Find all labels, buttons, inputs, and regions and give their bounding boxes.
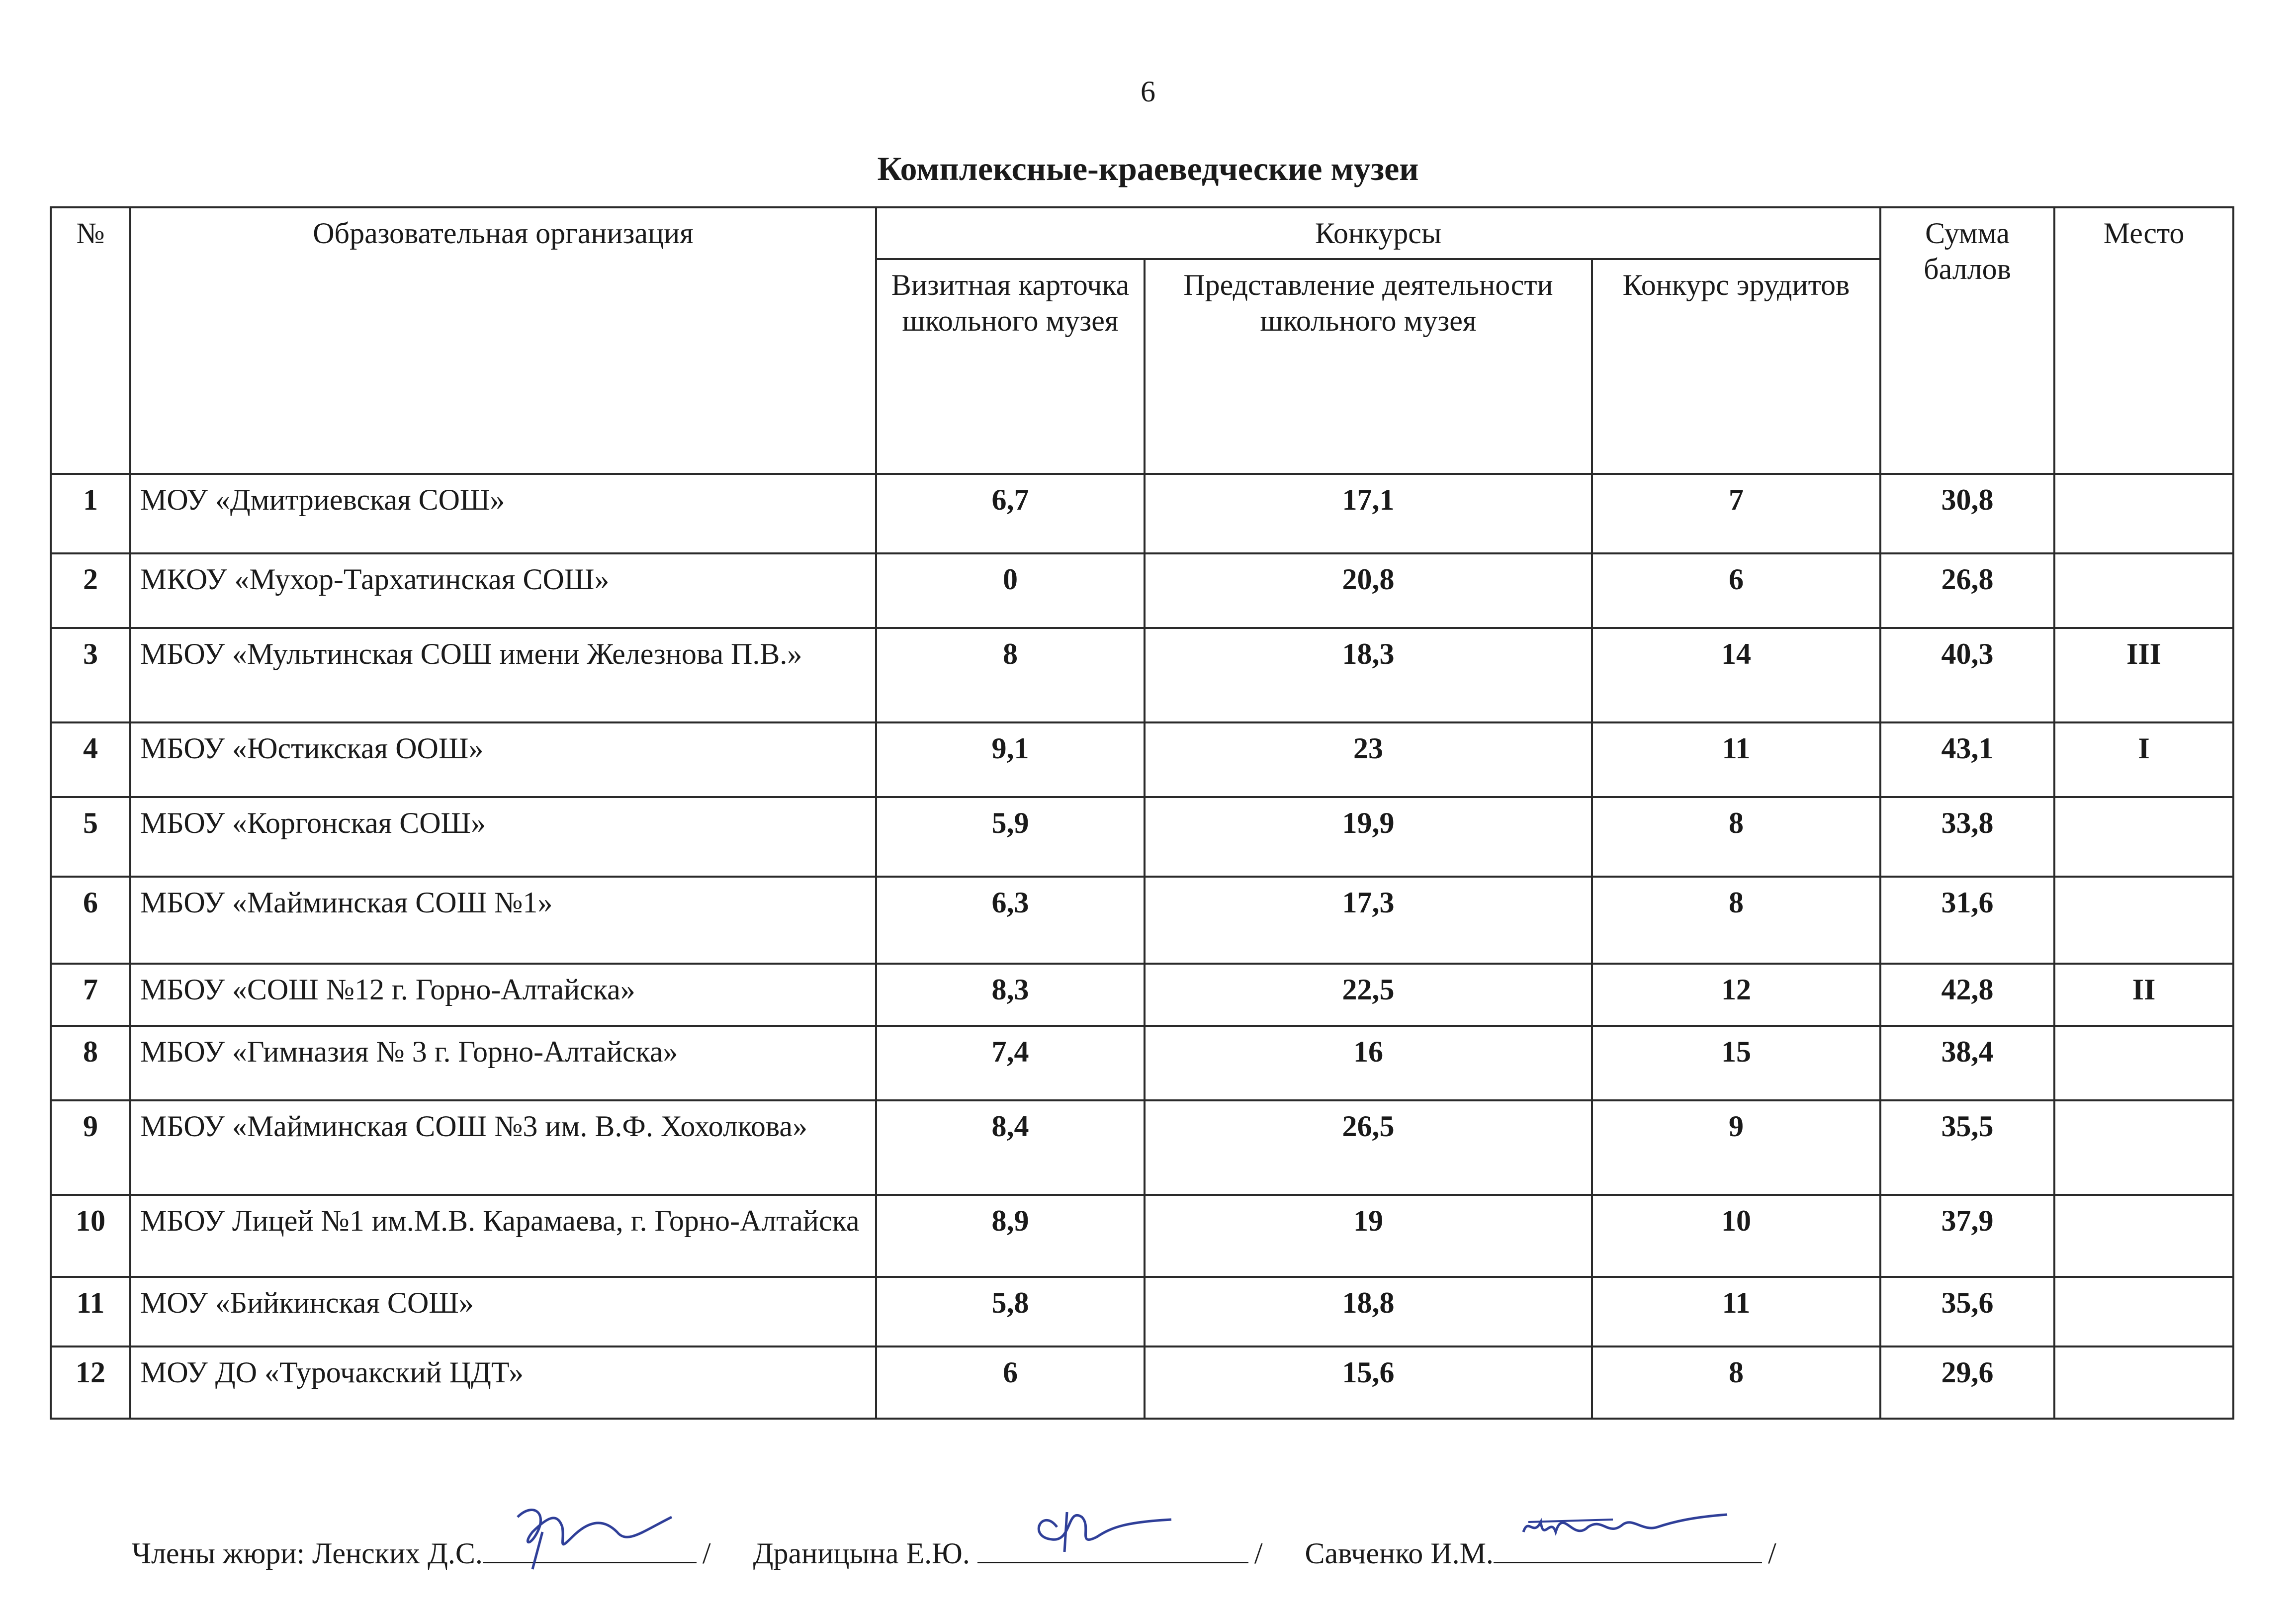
- separator-2: /: [1254, 1537, 1263, 1570]
- row-place: [2054, 1277, 2233, 1346]
- row-number: 12: [51, 1346, 130, 1419]
- header-presentation: Представление деятельности школьного музея: [1145, 259, 1592, 474]
- row-place: [2054, 797, 2233, 877]
- row-card-score: 0: [876, 553, 1145, 628]
- header-card: Визитная карточка школьного музея: [876, 259, 1145, 474]
- row-erudite-score: 6: [1592, 553, 1880, 628]
- table-row: [51, 1100, 2233, 1195]
- row-organization: МБОУ «Майминская СОШ №1»: [130, 877, 876, 964]
- page-title: Комплексные-краеведческие музеи: [877, 150, 1419, 187]
- row-organization: МБОУ «Коргонская СОШ»: [130, 797, 876, 877]
- row-organization: МОУ «Дмитриевская СОШ»: [130, 474, 876, 553]
- row-organization: МБОУ «Гимназия № 3 г. Горно-Алтайска»: [130, 1026, 876, 1100]
- header-num: №: [51, 207, 130, 474]
- table-row: [51, 628, 2233, 722]
- row-total-score: 31,6: [1880, 877, 2054, 964]
- row-number: 8: [51, 1026, 130, 1100]
- row-erudite-score: 12: [1592, 964, 1880, 1026]
- row-erudite-score: 11: [1592, 722, 1880, 797]
- row-number: 1: [51, 474, 130, 553]
- header-place: Место: [2054, 207, 2233, 474]
- row-number: 6: [51, 877, 130, 964]
- table-row: [51, 1346, 2233, 1419]
- row-organization: МБОУ Лицей №1 им.М.В. Карамаева, г. Горно-Алтайска: [130, 1195, 876, 1277]
- row-presentation-score: 19,9: [1145, 797, 1592, 877]
- row-card-score: 5,8: [876, 1277, 1145, 1346]
- row-organization: МКОУ «Мухор-Тархатинская СОШ»: [130, 553, 876, 628]
- row-total-score: 26,8: [1880, 553, 2054, 628]
- table-row: [51, 877, 2233, 964]
- row-card-score: 6: [876, 1346, 1145, 1419]
- row-erudite-score: 8: [1592, 877, 1880, 964]
- table-row: [51, 722, 2233, 797]
- row-erudite-score: 9: [1592, 1100, 1880, 1195]
- row-card-score: 9,1: [876, 722, 1145, 797]
- row-presentation-score: 23: [1145, 722, 1592, 797]
- row-place: [2054, 474, 2233, 553]
- row-total-score: 38,4: [1880, 1026, 2054, 1100]
- table-row: [51, 1277, 2233, 1346]
- table-row: [51, 797, 2233, 877]
- row-number: 3: [51, 628, 130, 722]
- row-card-score: 8,4: [876, 1100, 1145, 1195]
- row-card-score: 6,3: [876, 877, 1145, 964]
- jury-signatures: [132, 1536, 2270, 1571]
- row-presentation-score: 17,1: [1145, 474, 1592, 553]
- row-presentation-score: 18,3: [1145, 628, 1592, 722]
- row-card-score: 6,7: [876, 474, 1145, 553]
- signature-1-icon: [503, 1497, 682, 1572]
- row-erudite-score: 7: [1592, 474, 1880, 553]
- header-total: Сумма баллов: [1880, 207, 2054, 474]
- row-erudite-score: 14: [1592, 628, 1880, 722]
- row-number: 9: [51, 1100, 130, 1195]
- row-total-score: 42,8: [1880, 964, 2054, 1026]
- row-number: 4: [51, 722, 130, 797]
- row-organization: МОУ ДО «Турочакский ЦДТ»: [130, 1346, 876, 1419]
- row-organization: МБОУ «Мультинская СОШ имени Железнова П.В.»: [130, 628, 876, 722]
- header-contests: Конкурсы: [876, 207, 1880, 259]
- jury-member-3: Савченко И.М.: [1305, 1537, 1494, 1570]
- row-card-score: 8,3: [876, 964, 1145, 1026]
- row-place: II: [2054, 964, 2233, 1026]
- signature-2-icon: [997, 1497, 1176, 1572]
- row-erudite-score: 11: [1592, 1277, 1880, 1346]
- row-total-score: 35,6: [1880, 1277, 2054, 1346]
- row-presentation-score: 17,3: [1145, 877, 1592, 964]
- row-card-score: 5,9: [876, 797, 1145, 877]
- table-row: [51, 1195, 2233, 1277]
- row-total-score: 43,1: [1880, 722, 2054, 797]
- row-card-score: 7,4: [876, 1026, 1145, 1100]
- header-organization: Образовательная организация: [130, 207, 876, 474]
- row-presentation-score: 19: [1145, 1195, 1592, 1277]
- row-erudite-score: 15: [1592, 1026, 1880, 1100]
- row-erudite-score: 10: [1592, 1195, 1880, 1277]
- row-card-score: 8,9: [876, 1195, 1145, 1277]
- row-number: 7: [51, 964, 130, 1026]
- row-place: [2054, 553, 2233, 628]
- row-presentation-score: 26,5: [1145, 1100, 1592, 1195]
- row-total-score: 33,8: [1880, 797, 2054, 877]
- row-total-score: 30,8: [1880, 474, 2054, 553]
- results-table: [50, 206, 2234, 1420]
- row-organization: МБОУ «Майминская СОШ №3 им. В.Ф. Хохолкова»: [130, 1100, 876, 1195]
- separator-3: /: [1767, 1537, 1776, 1570]
- page-number: 6: [1141, 75, 1155, 108]
- row-presentation-score: 18,8: [1145, 1277, 1592, 1346]
- row-presentation-score: 15,6: [1145, 1346, 1592, 1419]
- row-place: [2054, 877, 2233, 964]
- table-row: [51, 964, 2233, 1026]
- table-header-row: [51, 207, 2233, 259]
- separator-1: /: [702, 1537, 711, 1570]
- header-erudite: Конкурс эрудитов: [1592, 259, 1880, 474]
- row-organization: МОУ «Бийкинская СОШ»: [130, 1277, 876, 1346]
- jury-member-2: Драницына Е.Ю.: [753, 1537, 970, 1570]
- row-total-score: 37,9: [1880, 1195, 2054, 1277]
- signature-3-icon: [1513, 1497, 1732, 1572]
- row-total-score: 40,3: [1880, 628, 2054, 722]
- row-erudite-score: 8: [1592, 1346, 1880, 1419]
- jury-label: Члены жюри: Ленских Д.С.: [132, 1537, 483, 1570]
- table-row: [51, 474, 2233, 553]
- row-number: 11: [51, 1277, 130, 1346]
- row-presentation-score: 22,5: [1145, 964, 1592, 1026]
- row-place: I: [2054, 722, 2233, 797]
- row-total-score: 29,6: [1880, 1346, 2054, 1419]
- signature-line-1: [483, 1537, 697, 1563]
- row-total-score: 35,5: [1880, 1100, 2054, 1195]
- table-row: [51, 553, 2233, 628]
- row-erudite-score: 8: [1592, 797, 1880, 877]
- row-place: [2054, 1346, 2233, 1419]
- row-place: III: [2054, 628, 2233, 722]
- row-card-score: 8: [876, 628, 1145, 722]
- row-place: [2054, 1026, 2233, 1100]
- row-organization: МБОУ «СОШ №12 г. Горно-Алтайска»: [130, 964, 876, 1026]
- row-number: 10: [51, 1195, 130, 1277]
- signature-line-3: [1494, 1537, 1762, 1563]
- signature-line-2: [977, 1537, 1248, 1563]
- row-number: 5: [51, 797, 130, 877]
- row-presentation-score: 16: [1145, 1026, 1592, 1100]
- table-row: [51, 1026, 2233, 1100]
- row-number: 2: [51, 553, 130, 628]
- row-organization: МБОУ «Юстикская ООШ»: [130, 722, 876, 797]
- row-place: [2054, 1100, 2233, 1195]
- row-place: [2054, 1195, 2233, 1277]
- row-presentation-score: 20,8: [1145, 553, 1592, 628]
